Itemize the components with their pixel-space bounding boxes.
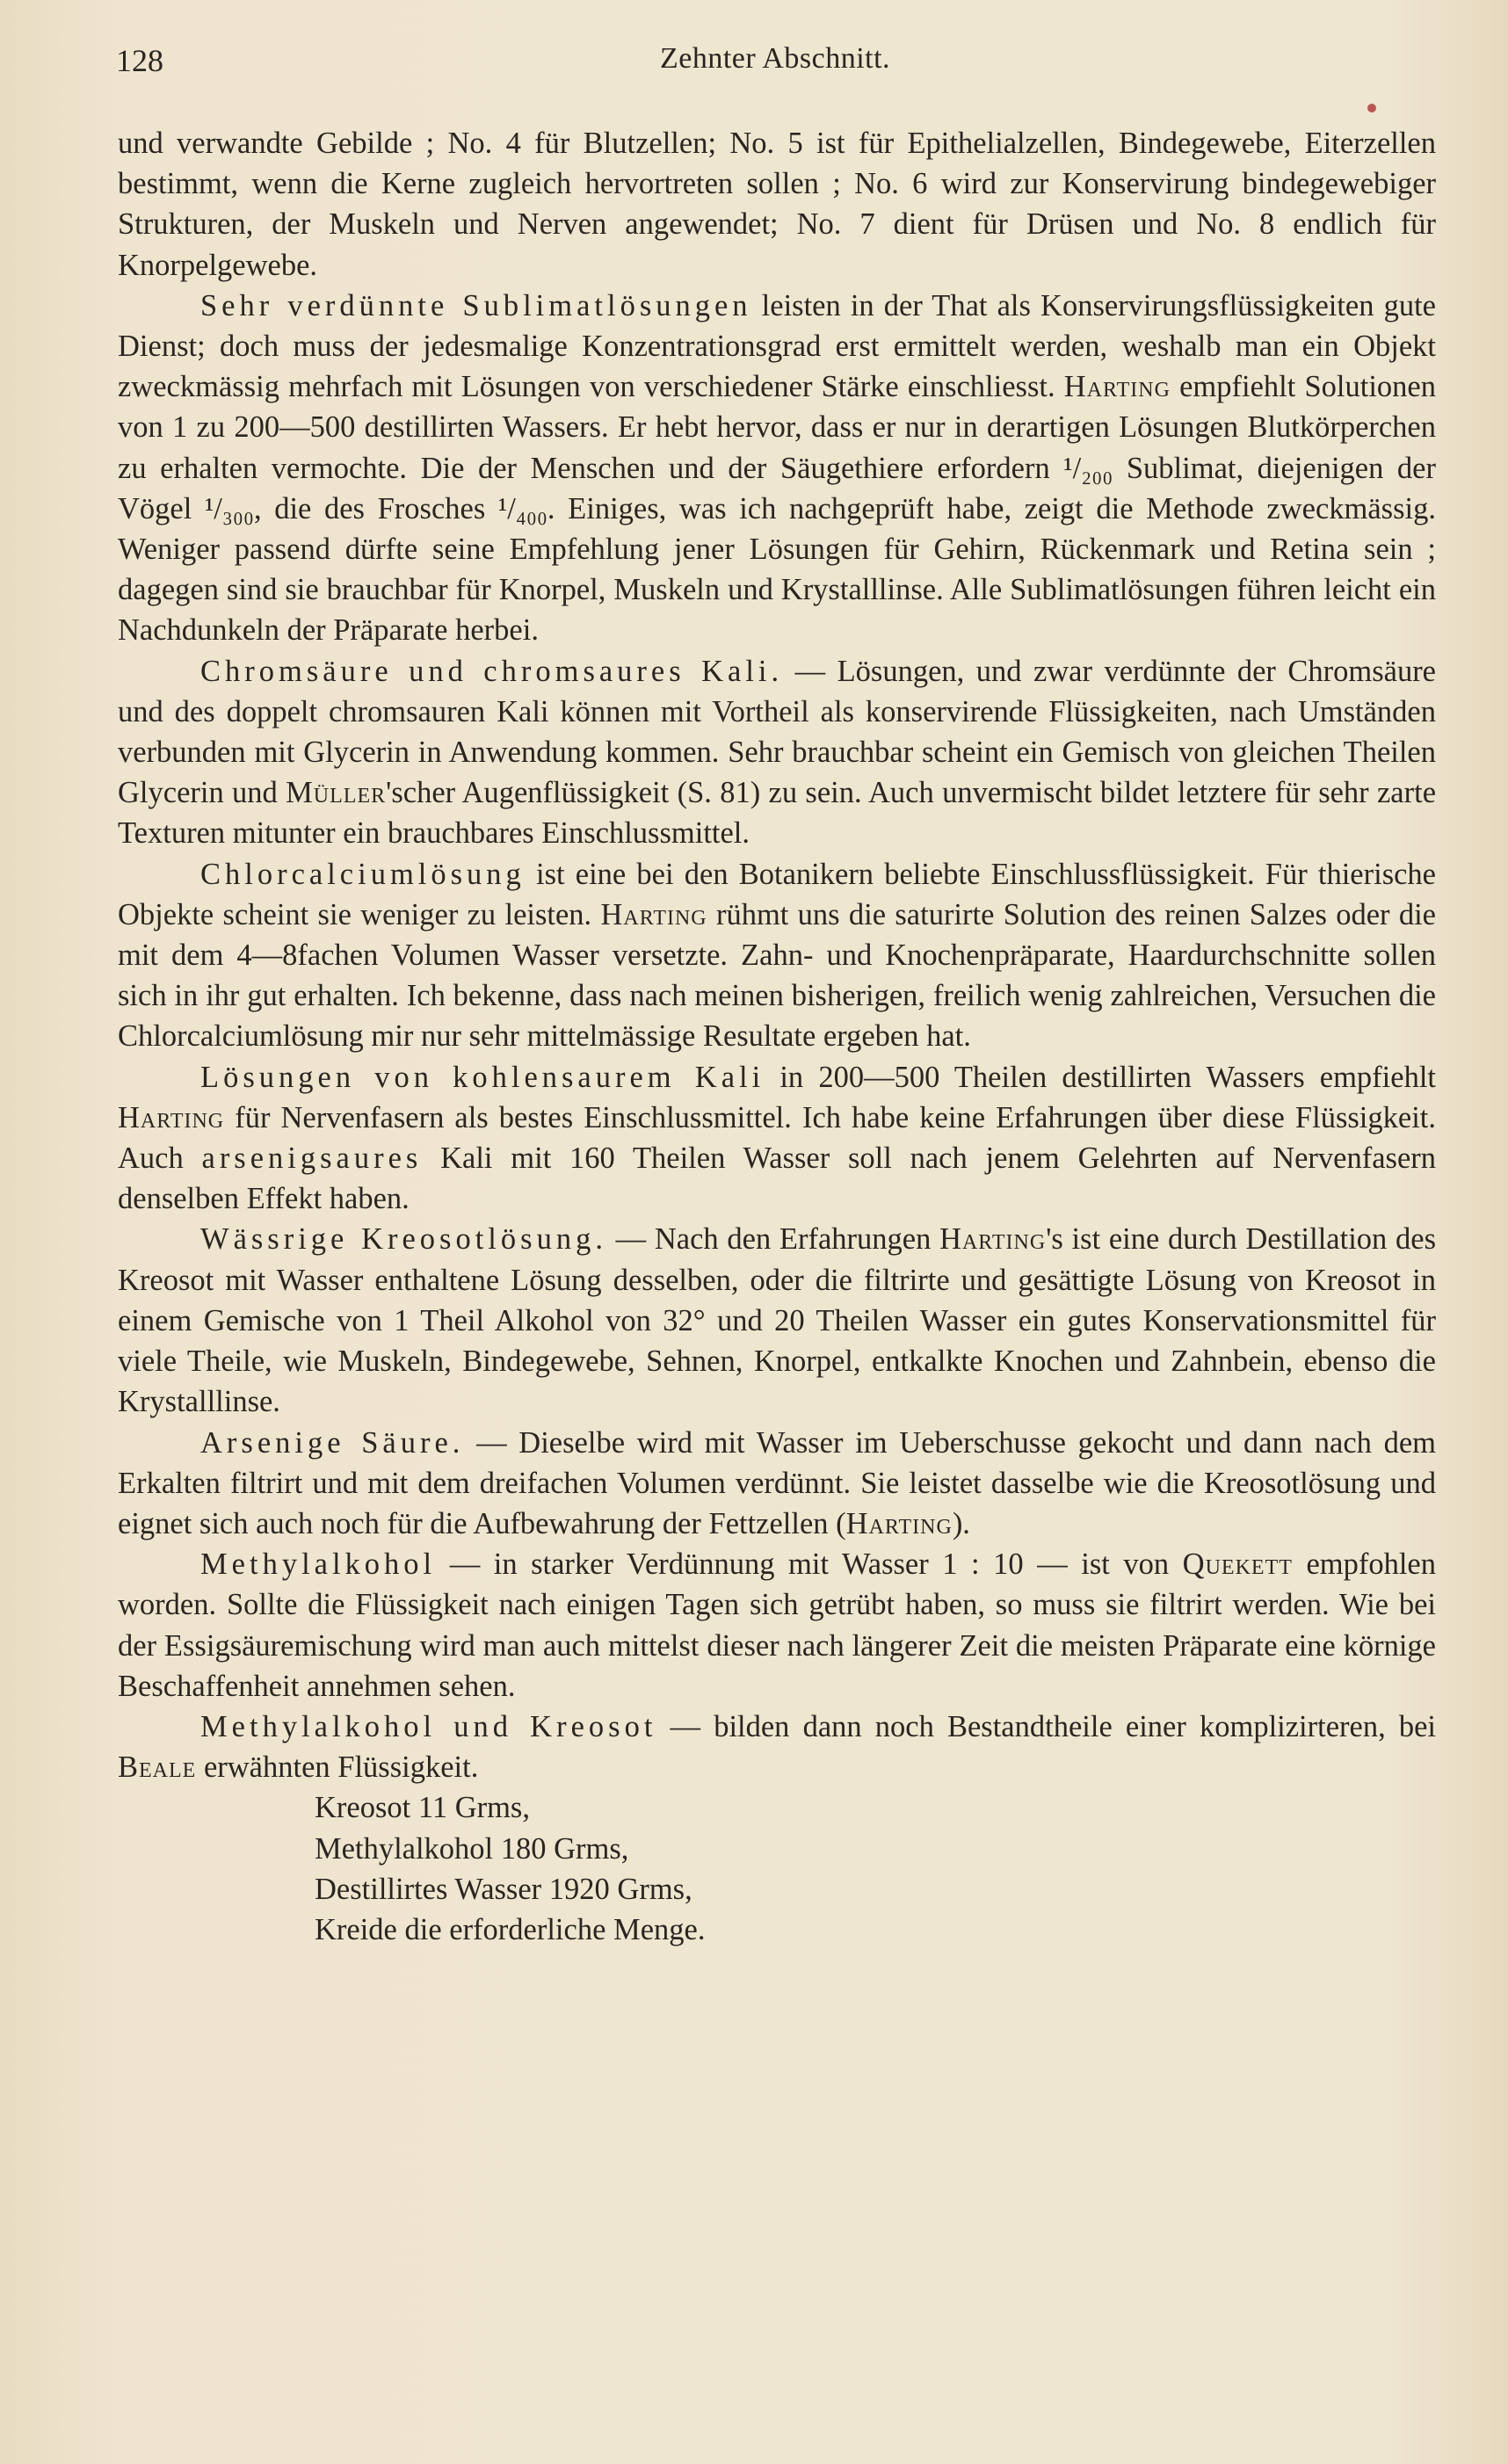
spaced-term: Wässrige Kreosotlösung. (200, 1222, 607, 1257)
paragraph: Arsenige Säure. — Dieselbe wird mit Wasser im Ueberschusse gekocht und dann nach dem Erkalten filtrirt und mit dem dreifachen Volumen verdünnt. Sie leistet dasselbe wie die Kreosotlösung und eignet sich auch noch für die Aufbewahrung der Fettzellen (Harting). (118, 1425, 1436, 1540)
paragraph: Lösungen von kohlensaurem Kali in 200—500 Theilen destillirten Wassers empfiehlt Harting für Nervenfasern als bestes Einschlussmittel. Ich habe keine Erfahrungen über diese Flüssigkeit. Auch arsenigsaures Kali mit 160 Theilen Wasser soll nach jenem Gelehrten auf Nervenfasern denselben Effekt haben. (118, 1060, 1436, 1216)
page-number: 128 (116, 43, 163, 78)
author-name: Harting (845, 1506, 953, 1540)
running-title: Zehnter Abschnitt. (659, 42, 891, 75)
fraction: ¹/₂₀₀ (1063, 451, 1113, 485)
author-name: Harting (600, 897, 707, 931)
recipe-line: Kreosot 11 Grms, (315, 1791, 530, 1825)
spaced-term: Chromsäure und chromsaures Kali. (200, 654, 784, 688)
ink-speck (1367, 104, 1376, 112)
recipe-line: Kreide die erforderliche Menge. (315, 1912, 706, 1946)
paragraph: und verwandte Gebilde ; No. 4 für Blutzellen; No. 5 ist für Epithelialzellen, Bindegewebe, Eiterzellen bestimmt, wenn die Kerne zugleich hervortreten sollen ; No. 6 wird zur Konservirung bindegewebiger Strukturen, der Muskeln und Nerven angewendet; No. 7 dient für Drüsen und No. 8 endlich für Knorpelgewebe. (118, 127, 1436, 282)
author-name: Harting (118, 1100, 225, 1134)
page-header (116, 42, 1434, 86)
spaced-term: Chlorcalciumlösung (200, 857, 526, 891)
spaced-term: Lösungen von kohlensaurem Kali (200, 1060, 765, 1094)
paragraph: Chlorcalciumlösung ist eine bei den Botanikern beliebte Einschlussflüssigkeit. Für thierische Objekte scheint sie weniger zu leisten. Harting rühmt uns die saturirte Solution des reinen Salzes oder die mit dem 4—8fachen Volumen Wasser versetzte. Zahn- und Knochenpräparate, Haardurchschnitte sollen sich in ihr gut erhalten. Ich bekenne, dass nach meinen bisherigen, freilich wenig zahlreichen, Versuchen die Chlorcalciumlösung mir nur sehr mittelmässige Resultate ergeben hat. (118, 857, 1436, 1054)
spaced-term: arsenigsaures (201, 1141, 423, 1176)
spaced-term: Methylalkohol und Kreosot (200, 1709, 657, 1743)
author-name: Harting (939, 1222, 1047, 1257)
recipe-line: Methylalkohol 180 Grms, (315, 1831, 629, 1866)
paragraph: Methylalkohol — in starker Verdünnung mit Wasser 1 : 10 — ist von Quekett empfohlen worden. Sollte die Flüssigkeit nach einigen Tagen sich getrübt haben, so muss sie filtrirt werden. Wie bei der Essigsäuremischung wird man auch mittelst dieser nach längerer Zeit die meisten Präparate eine körnige Beschaffenheit annehmen sehen. (118, 1547, 1436, 1703)
paragraph: Sehr verdünnte Sublimatlösungen leisten in der That als Konservirungsflüssigkeiten gute Dienst; doch muss der jedesmalige Konzentrationsgrad erst ermittelt werden, weshalb man ein Objekt zweckmässig mehrfach mit Lösungen von verschiedener Stärke einschliesst. Harting empfiehlt Solutionen von 1 zu 200—500 destillirten Wassers. Er hebt hervor, dass er nur in derartigen Lösungen Blutkörperchen zu erhalten vermochte. Die der Menschen und der Säugethiere erfordern ¹/₂₀₀ Sublimat, diejenigen der Vögel ¹/₃₀₀, die des Frosches ¹/₄₀₀. Einiges, was ich nachgeprüft habe, zeigt die Methode zweckmässig. Weniger passend dürfte seine Empfehlung jener Lösungen für Gehirn, Rückenmark und Retina sein ; dagegen sind sie brauchbar für Knorpel, Muskeln und Krystalllinse. Alle Sublimatlösungen führen leicht ein Nachdunkeln der Präparate herbei. (118, 288, 1436, 648)
spaced-term: Sehr verdünnte Sublimatlösungen (200, 288, 752, 322)
recipe-line: Destillirtes Wasser 1920 Grms, (315, 1872, 692, 1906)
fraction: ¹/₄₀₀ (497, 491, 547, 525)
paragraph: Chromsäure und chromsaures Kali. — Lösungen, und zwar verdünnte der Chromsäure und des doppelt chromsauren Kali können mit Vortheil als konservirende Flüssigkeiten, nach Umständen verbunden mit Glycerin in Anwendung kommen. Sehr brauchbar scheint ein Gemisch von gleichen Theilen Glycerin und Müller'scher Augenflüssigkeit (S. 81) zu sein. Auch unvermischt bildet letztere für sehr zarte Texturen mitunter ein brauchbares Einschlussmittel. (118, 654, 1437, 851)
fraction: ¹/₃₀₀ (204, 491, 254, 525)
author-name: Quekett (1182, 1547, 1293, 1582)
body-text (118, 123, 1436, 1950)
spaced-term: Arsenige Säure. (200, 1425, 465, 1460)
paragraph: Wässrige Kreosotlösung. — Nach den Erfahrungen Harting's ist eine durch Destillation des Kreosot mit Wasser enthaltene Lösung desselben, oder die filtrirte und gesättigte Lösung von Kreosot in einem Gemische von 1 Theil Alkohol von 32° und 20 Theilen Wasser ein gutes Konservationsmittel für viele Theile, wie Muskeln, Bindegewebe, Sehnen, Knorpel, entkalkte Knochen und Zahnbein, ebenso die Krystalllinse. (118, 1222, 1436, 1419)
recipe-list (315, 1787, 1436, 1950)
author-name: Harting (1063, 370, 1171, 404)
spaced-term: Methylalkohol (200, 1547, 437, 1582)
author-name: Müller (286, 776, 387, 810)
paragraph: Methylalkohol und Kreosot — bilden dann noch Bestandtheile einer komplizirteren, bei Beale erwähnten Flüssigkeit. (118, 1709, 1436, 1785)
author-name: Beale (118, 1750, 197, 1785)
